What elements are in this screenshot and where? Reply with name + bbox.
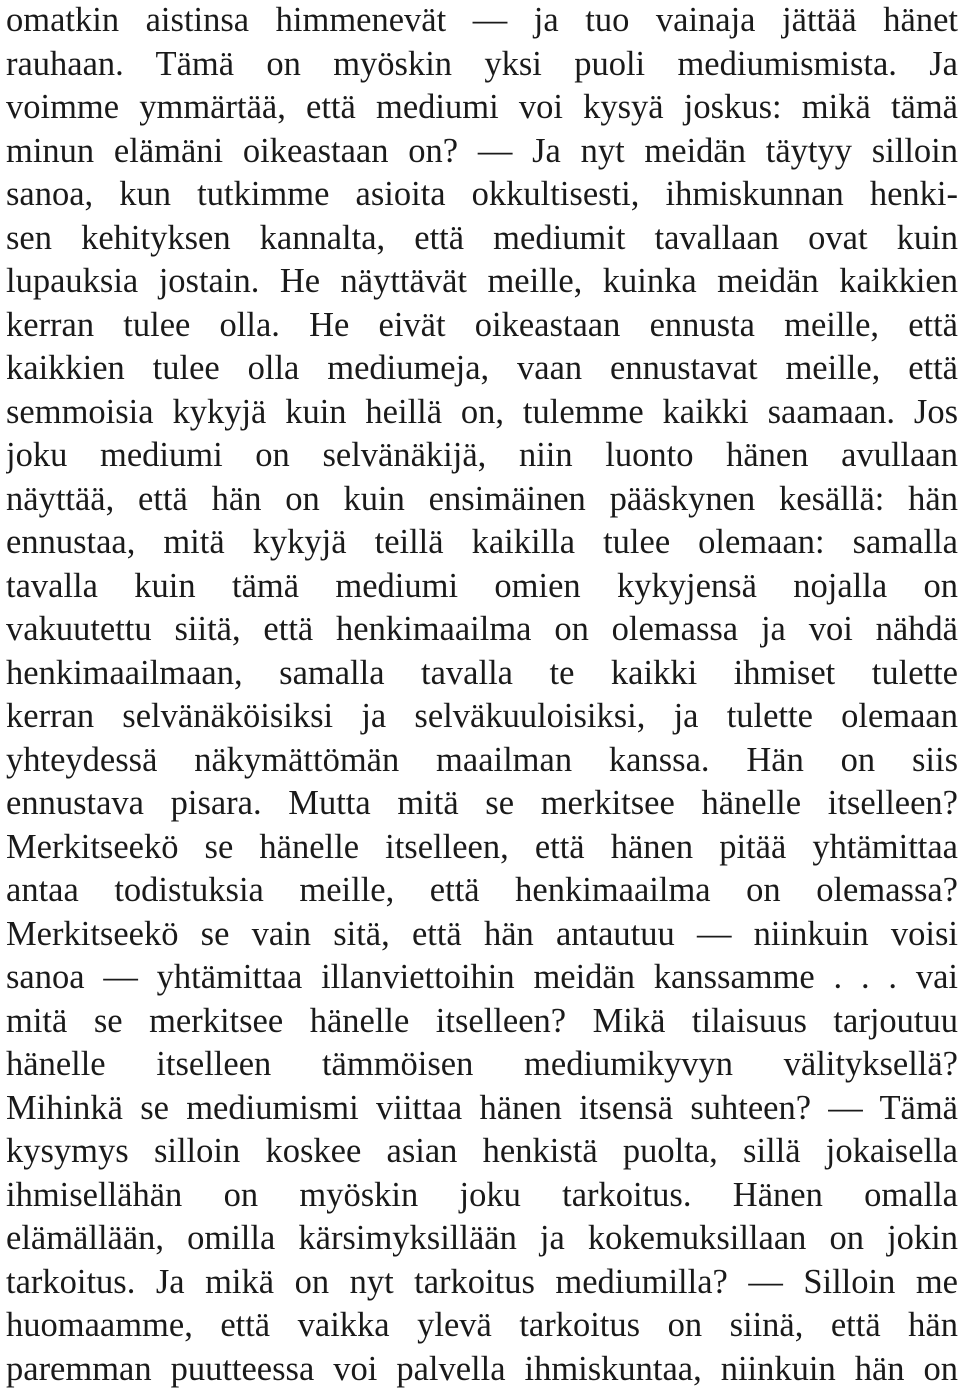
text-line: kerran tulee olla. He eivät oikeastaan ennusta meille, että bbox=[6, 305, 958, 344]
text-line: kerran selvänäköisiksi ja selväkuuloisiksi, ja tulette olemaan bbox=[6, 697, 958, 735]
text-line: tavalla kuin tämä mediumi omien kykyjensä nojalla on bbox=[6, 566, 958, 605]
text-line: mitä se merkitsee hänelle itselleen? Mikä tilaisuus tarjoutuu bbox=[6, 1001, 958, 1040]
text-line: Mihinkä se mediumismi viittaa hänen itsensä suhteen? — Tämä bbox=[6, 1088, 958, 1127]
text-line: kaikkien tulee olla mediumeja, vaan ennustavat meille, että bbox=[6, 349, 958, 387]
text-line: yhteydessä näkymättömän maailman kanssa. Hän on siis bbox=[6, 740, 958, 779]
text-line: elämällään, omilla kärsimyksillään ja kokemuksillaan on jokin bbox=[6, 1219, 958, 1257]
text-line: kysymys silloin koskee asian henkistä puolta, sillä jokaisella bbox=[6, 1132, 958, 1170]
text-line: vakuutettu siitä, että henkimaailma on olemassa ja voi nähdä bbox=[6, 610, 958, 648]
text-line: sanoa — yhtämittaa illanviettoihin meidän kanssamme . . . vai bbox=[6, 958, 958, 996]
text-line: omatkin aistinsa himmenevät — ja tuo vainaja jättää hänet bbox=[6, 1, 958, 39]
text-line: rauhaan. Tämä on myöskin yksi puoli mediumismista. Ja bbox=[6, 44, 958, 83]
text-line: Merkitseekö se hänelle itselleen, että hänen pitää yhtämittaa bbox=[6, 827, 958, 866]
text-line: ennustaa, mitä kykyjä teillä kaikilla tulee olemaan: samalla bbox=[6, 523, 958, 561]
text-line: Merkitseekö se vain sitä, että hän antautuu — niinkuin voisi bbox=[6, 914, 958, 953]
text-line: paremman puutteessa voi palvella ihmiskuntaa, niinkuin hän on bbox=[6, 1349, 958, 1388]
text-line: tarkoitus. Ja mikä on nyt tarkoitus mediumilla? — Silloin me bbox=[6, 1262, 958, 1301]
text-line: minun elämäni oikeastaan on? — Ja nyt meidän täytyy silloin bbox=[6, 131, 958, 170]
text-line: hänelle itselleen tämmöisen mediumikyvyn välityksellä? bbox=[6, 1045, 958, 1083]
text-line: ennustava pisara. Mutta mitä se merkitsee hänelle itselleen? bbox=[6, 784, 958, 822]
text-line: semmoisia kykyjä kuin heillä on, tulemme kaikki saamaan. Jos bbox=[6, 392, 958, 431]
text-line: sen kehityksen kannalta, että mediumit tavallaan ovat kuin bbox=[6, 218, 958, 257]
text-line: näyttää, että hän on kuin ensimäinen pääskynen kesällä: hän bbox=[6, 479, 958, 518]
text-line: huomaamme, että vaikka ylevä tarkoitus on siinä, että hän bbox=[6, 1306, 958, 1344]
text-line: voimme ymmärtää, että mediumi voi kysyä joskus: mikä tämä bbox=[6, 88, 958, 126]
text-line: antaa todistuksia meille, että henkimaailma on olemassa? bbox=[6, 871, 958, 909]
text-line: sanoa, kun tutkimme asioita okkultisesti, ihmiskunnan henki- bbox=[6, 175, 958, 213]
text-line: henkimaailmaan, samalla tavalla te kaikki ihmiset tulette bbox=[6, 653, 958, 692]
text-line: ihmisellähän on myöskin joku tarkoitus. Hänen omalla bbox=[6, 1175, 958, 1214]
text-line: lupauksia jostain. He näyttävät meille, kuinka meidän kaikkien bbox=[6, 262, 958, 300]
text-line: joku mediumi on selvänäkijä, niin luonto hänen avullaan bbox=[6, 436, 958, 474]
